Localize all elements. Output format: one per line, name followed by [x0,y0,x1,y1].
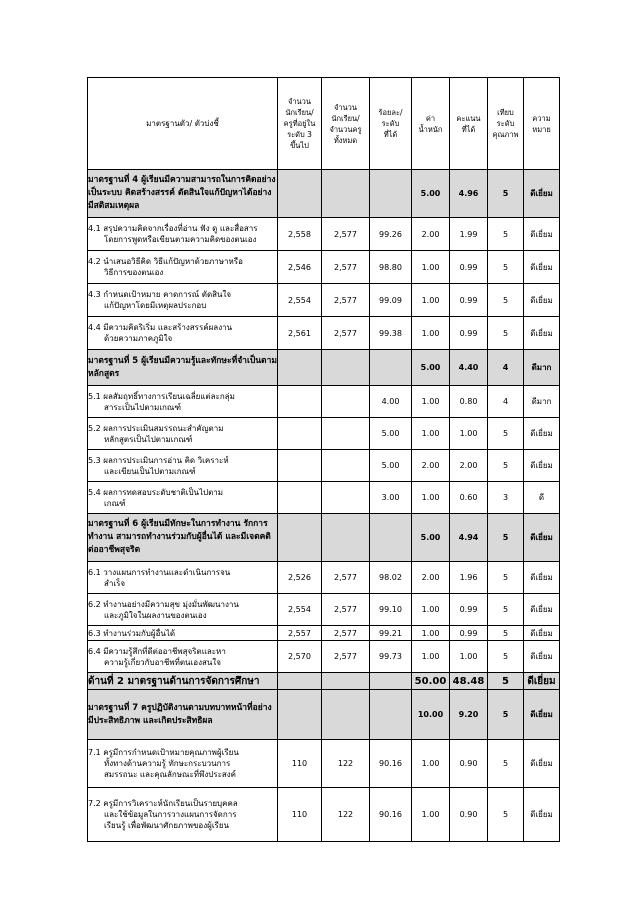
header-score-text: คะแนน ที่ได้ [456,113,481,134]
row-meaning: ดีเยี่ยม [524,673,560,690]
row-meaning: ดีเยี่ยม [524,626,560,641]
row-n3: 2,554 [278,284,322,317]
row-score: 4.40 [450,350,488,386]
row-total: 2,577 [322,251,370,284]
row-desc-line2: หลักสูตรเป็นไปตามเกณฑ์ [104,434,193,444]
row-desc-line1: 4.3 กำหนดเป้าหมาย คาดการณ์ ตัดสินใจ [88,290,232,299]
standard-row [88,350,560,386]
header-percent-text: ร้อยละ/ ระดับ ที่ได้ [378,108,403,139]
row-desc: มาตรฐานที่ 7 ครูปฏิบัติงานตามบทบาทหน้าที่อย่างมีประสิทธิภาพ และเกิดประสิทธิผล [88,690,278,740]
standard-row [88,170,560,218]
row-score: 0.60 [450,482,488,514]
header-compare [488,78,524,170]
row-score: 4.96 [450,170,488,218]
row-meaning: ดีเยี่ยม [524,418,560,450]
row-desc-line1: 4.4 มีความคิดริเริ่ม และสร้างสรรค์ผลงาน [88,323,233,332]
row-weight: 2.00 [412,450,450,482]
row-n3: 110 [278,740,322,788]
row-pct: 5.00 [370,450,412,482]
row-desc-line2: ด้วยความภาคภูมิใจ [104,334,173,343]
indicator-row [88,317,560,350]
header-weight-text: ค่า น้ำหนัก [418,113,443,134]
header-students-total [322,78,370,170]
row-desc: มาตรฐานที่ 4 ผู้เรียนมีความสามารถในการคิดอย่างเป็นระบบ คิดสร้างสรรค์ ตัดสินใจแก้ปัญหาได้อย่างมีสติสมเหตุผล [88,170,278,218]
row-level: 5 [488,251,524,284]
row-desc-line1: 6.4 มีความรู้สึกที่ดีต่ออาชีพสุจริตและหา [88,646,226,656]
row-desc-line3: เรียนรู้ เพื่อพัฒนาศักยภาพของผู้เรียน [104,821,230,830]
row-desc [88,284,278,317]
row-level: 5 [488,284,524,317]
row-desc [88,317,278,350]
row-desc-line1: 5.1 ผลสัมฤทธิ์ทางการเรียนเฉลี่ยแต่ละกลุ่ม [88,391,235,401]
row-level: 5 [488,788,524,842]
indicator-row [88,482,560,514]
header-meaning-text: ความ หมาย [532,113,551,134]
row-pct: 5.00 [370,418,412,450]
row-weight: 1.00 [412,594,450,626]
row-pct [370,690,412,740]
quality-assessment-table [87,77,560,842]
row-n3 [278,418,322,450]
indicator-row [88,562,560,594]
row-level: 5 [488,418,524,450]
row-desc-line2: ทั้งทางด้านความรู้ ทักษะกระบวนการ [104,759,231,768]
row-level: 5 [488,641,524,673]
row-n3 [278,450,322,482]
row-n3 [278,386,322,418]
row-desc [88,562,278,594]
row-n3: 2,558 [278,218,322,251]
row-desc-line2: และเขียนเป็นไปตามเกณฑ์ [104,466,196,476]
row-score: 0.99 [450,626,488,641]
row-score: 1.00 [450,418,488,450]
row-n3: 110 [278,788,322,842]
header-score [450,78,488,170]
row-desc-line2: และภูมิใจในผลงานของตนเอง [104,610,207,620]
row-weight: 5.00 [412,350,450,386]
indicator-row [88,626,560,641]
row-desc-line1: 6.2 ทำงานอย่างมีความสุข มุ่งมั่นพัฒนางาน [88,599,239,609]
row-n3: 2,526 [278,562,322,594]
row-score: 1.00 [450,641,488,673]
row-level: 5 [488,690,524,740]
row-meaning: ดีเยี่ยม [524,514,560,562]
row-n3: 2,557 [278,626,322,641]
row-score: 48.48 [450,673,488,690]
row-n3 [278,673,322,690]
header-students-level3-text: จำนวน นักเรียน/ ครูที่อยู่ใน ระดับ 3 ขึ้นไป [283,97,316,150]
row-desc-line1: 5.2 ผลการประเมินสมรรถนะสำคัญตาม [88,423,224,433]
indicator-row [88,740,560,788]
row-level: 5 [488,450,524,482]
row-pct [370,170,412,218]
row-pct: 3.00 [370,482,412,514]
row-desc-line2: สำเร็จ [104,578,126,588]
row-total [322,386,370,418]
standard-row [88,514,560,562]
row-level: 4 [488,386,524,418]
row-meaning: ดีเยี่ยม [524,690,560,740]
row-pct: 99.26 [370,218,412,251]
row-desc [88,450,278,482]
row-desc [88,386,278,418]
row-level: 5 [488,740,524,788]
row-desc [88,788,278,842]
row-desc [88,740,278,788]
row-weight: 1.00 [412,641,450,673]
row-desc: ด้านที่ 2 มาตรฐานด้านการจัดการศึกษา [88,673,278,690]
indicator-row [88,284,560,317]
row-score: 9.20 [450,690,488,740]
header-row [88,78,560,170]
row-total [322,690,370,740]
row-desc-line1: 5.4 ผลการทดสอบระดับชาติเป็นไปตาม [88,487,224,497]
area-row [88,673,560,690]
row-desc-line2: สาระเป็นไปตามเกณฑ์ [104,402,181,412]
row-weight: 1.00 [412,626,450,641]
row-total: 2,577 [322,317,370,350]
row-desc [88,218,278,251]
row-meaning: ดีเยี่ยม [524,641,560,673]
row-level: 5 [488,514,524,562]
row-pct: 90.16 [370,788,412,842]
row-desc-line2: แก้ปัญหาโดยมีเหตุผลประกอบ [104,301,207,310]
row-desc [88,641,278,673]
row-desc-line2: และใช้ข้อมูลในการวางแผนการจัดการ [104,810,237,819]
indicator-row [88,386,560,418]
row-meaning: ดีเยี่ยม [524,317,560,350]
row-desc-line1: 4.2 นำเสนอวิธีคิด วิธีแก้ปัญหาด้วยภาษาหรือ [88,257,243,266]
row-desc-line1: 6.1 วางแผนการทำงานและดำเนินการจน [88,567,231,577]
row-meaning: ดีเยี่ยม [524,594,560,626]
row-pct: 98.80 [370,251,412,284]
row-score: 1.99 [450,218,488,251]
standard-row [88,690,560,740]
row-pct [370,673,412,690]
row-weight: 2.00 [412,562,450,594]
row-level: 5 [488,218,524,251]
row-total [322,418,370,450]
row-score: 1.96 [450,562,488,594]
row-meaning: ดีเยี่ยม [524,788,560,842]
row-desc [88,482,278,514]
row-desc: มาตรฐานที่ 6 ผู้เรียนมีทักษะในการทำงาน รักการทำงาน สามารถทำงานร่วมกับผู้อื่นได้ และมีเจตคติต่ออาชีพสุจริต [88,514,278,562]
row-meaning: ดีเยี่ยม [524,740,560,788]
row-weight: 5.00 [412,514,450,562]
row-n3 [278,690,322,740]
row-total [322,450,370,482]
row-desc-line2: ความรู้เกี่ยวกับอาชีพที่ตนเองสนใจ [104,657,221,667]
row-level: 5 [488,317,524,350]
row-desc-line1: 4.1 สรุปความคิดจากเรื่องที่อ่าน ฟัง ดู และสื่อสาร [88,224,258,233]
row-desc [88,418,278,450]
indicator-row [88,641,560,673]
row-weight: 5.00 [412,170,450,218]
row-level: 5 [488,673,524,690]
row-weight: 1.00 [412,740,450,788]
row-desc-line2: วิธีการของตนเอง [104,268,164,277]
row-score: 2.00 [450,450,488,482]
indicator-row [88,218,560,251]
row-score: 0.99 [450,594,488,626]
row-total [322,673,370,690]
row-score: 0.90 [450,740,488,788]
row-total: 2,577 [322,626,370,641]
row-weight: 1.00 [412,317,450,350]
row-weight: 1.00 [412,386,450,418]
header-weight [412,78,450,170]
row-pct: 4.00 [370,386,412,418]
row-weight: 1.00 [412,418,450,450]
row-pct: 99.38 [370,317,412,350]
row-desc [88,594,278,626]
row-level: 5 [488,594,524,626]
row-score: 0.99 [450,317,488,350]
row-total [322,350,370,386]
row-weight: 10.00 [412,690,450,740]
row-total: 2,577 [322,594,370,626]
row-pct: 90.16 [370,740,412,788]
header-indicator: มาตรฐานตัว/ ตัวบ่งชี้ [88,78,278,170]
header-meaning [524,78,560,170]
row-pct: 99.09 [370,284,412,317]
row-pct: 99.73 [370,641,412,673]
row-meaning: ดีเยี่ยม [524,284,560,317]
row-desc-line3: สมรรถนะ และคุณลักษณะที่พึงประสงค์ [104,770,237,779]
row-meaning: ดีเยี่ยม [524,251,560,284]
row-total: 2,577 [322,284,370,317]
row-level: 5 [488,170,524,218]
row-n3 [278,350,322,386]
row-weight: 1.00 [412,251,450,284]
row-desc-line2: เกณฑ์ [104,498,126,508]
row-desc-line1: 5.3 ผลการประเมินการอ่าน คิด วิเคราะห์ [88,455,229,465]
row-meaning: ดีเยี่ยม [524,218,560,251]
row-weight: 1.00 [412,284,450,317]
header-students-total-text: จำนวน นักเรียน/ จำนวนครู ทั้งหมด [329,102,362,145]
row-pct [370,514,412,562]
row-n3 [278,482,322,514]
row-n3: 2,570 [278,641,322,673]
row-pct: 99.10 [370,594,412,626]
row-desc: 6.3 ทำงานร่วมกับผู้อื่นได้ [88,626,278,641]
row-pct [370,350,412,386]
indicator-row [88,251,560,284]
row-pct: 98.02 [370,562,412,594]
row-desc [88,251,278,284]
row-score: 0.90 [450,788,488,842]
header-students-level3 [278,78,322,170]
indicator-row [88,450,560,482]
indicator-row [88,788,560,842]
row-score: 0.80 [450,386,488,418]
row-score: 0.99 [450,284,488,317]
row-weight: 1.00 [412,788,450,842]
row-total [322,170,370,218]
row-n3: 2,546 [278,251,322,284]
row-desc: มาตรฐานที่ 5 ผู้เรียนมีความรู้และทักษะที่จำเป็นตามหลักสูตร [88,350,278,386]
row-weight: 1.00 [412,482,450,514]
row-n3 [278,514,322,562]
row-level: 5 [488,562,524,594]
row-total [322,482,370,514]
row-weight: 2.00 [412,218,450,251]
row-desc-line1: 7.2 ครูมีการวิเคราะห์นักเรียนเป็นรายบุคคล [88,799,238,808]
row-meaning: ดีเยี่ยม [524,450,560,482]
indicator-row [88,594,560,626]
row-total: 122 [322,788,370,842]
header-compare-text: เทียบ ระดับ คุณภาพ [492,108,519,139]
row-desc-line1: 7.1 ครูมีการกำหนดเป้าหมายคุณภาพผู้เรียน [88,748,239,757]
row-level: 5 [488,626,524,641]
row-meaning: ดีมาก [524,350,560,386]
row-weight: 50.00 [412,673,450,690]
row-total: 2,577 [322,562,370,594]
row-level: 4 [488,350,524,386]
row-n3 [278,170,322,218]
row-total [322,514,370,562]
row-level: 3 [488,482,524,514]
row-total: 122 [322,740,370,788]
row-score: 4.94 [450,514,488,562]
row-score: 0.99 [450,251,488,284]
row-total: 2,577 [322,641,370,673]
row-n3: 2,561 [278,317,322,350]
row-meaning: ดีมาก [524,386,560,418]
row-meaning: ดีเยี่ยม [524,562,560,594]
row-meaning: ดี [524,482,560,514]
row-total: 2,577 [322,218,370,251]
row-meaning: ดีเยี่ยม [524,170,560,218]
indicator-row [88,418,560,450]
row-pct: 99.21 [370,626,412,641]
row-desc-line2: โดยการพูดหรือเขียนตามความคิดของตนเอง [104,235,257,244]
row-n3: 2,554 [278,594,322,626]
header-percent [370,78,412,170]
